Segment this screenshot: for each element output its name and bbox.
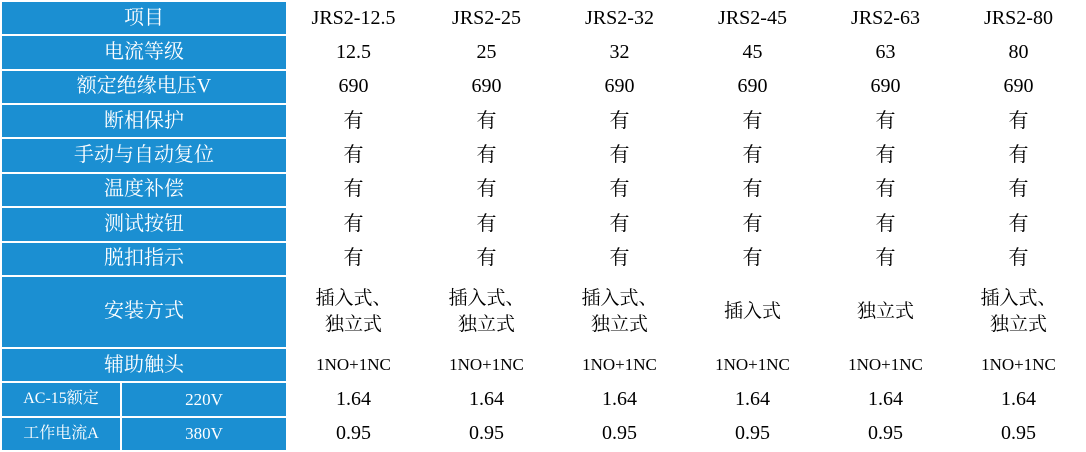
cell: 有 [287, 173, 420, 207]
cell: 插入式 [686, 276, 819, 348]
cell: 有 [420, 104, 553, 138]
table-row [1, 104, 1085, 138]
cell: 有 [819, 173, 952, 207]
cell: 有 [553, 104, 686, 138]
cell: 1.64 [287, 382, 420, 416]
table-header-row [1, 1, 1085, 35]
cell: 有 [420, 173, 553, 207]
cell: 有 [553, 138, 686, 172]
cell: 有 [420, 207, 553, 241]
cell: 有 [819, 138, 952, 172]
cell: 有 [420, 138, 553, 172]
column-header-model-4: JRS2-45 [686, 1, 819, 35]
cell: 1NO+1NC [553, 348, 686, 382]
cell: 45 [686, 35, 819, 69]
cell: 1.64 [553, 382, 686, 416]
cell: 有 [287, 104, 420, 138]
cell: 有 [686, 173, 819, 207]
column-header-model-1: JRS2-12.5 [287, 1, 420, 35]
cell: 有 [553, 207, 686, 241]
sub-label-380v: 380V [121, 417, 287, 451]
row-label: 额定绝缘电压V [1, 70, 287, 104]
cell: 80 [952, 35, 1085, 69]
cell: 690 [952, 70, 1085, 104]
column-header-model-5: JRS2-63 [819, 1, 952, 35]
cell: 25 [420, 35, 553, 69]
cell: 有 [952, 207, 1085, 241]
cell: 有 [952, 242, 1085, 276]
group-label-line1: AC-15额定 [1, 382, 121, 416]
table-row-ac15-380v [1, 417, 1085, 451]
column-header-model-3: JRS2-32 [553, 1, 686, 35]
row-label: 断相保护 [1, 104, 287, 138]
row-label: 安装方式 [1, 276, 287, 348]
cell: 690 [287, 70, 420, 104]
row-label: 辅助触头 [1, 348, 287, 382]
cell: 63 [819, 35, 952, 69]
row-label: 测试按钮 [1, 207, 287, 241]
table-row-ac15-220v [1, 382, 1085, 416]
table-row [1, 348, 1085, 382]
table-row [1, 138, 1085, 172]
cell: 插入式、 独立式 [287, 276, 420, 348]
cell: 1NO+1NC [420, 348, 553, 382]
row-label: 温度补偿 [1, 173, 287, 207]
cell: 有 [686, 104, 819, 138]
table-row [1, 70, 1085, 104]
table-row [1, 242, 1085, 276]
cell: 0.95 [420, 417, 553, 451]
table-row [1, 207, 1085, 241]
cell: 有 [952, 173, 1085, 207]
row-label: 电流等级 [1, 35, 287, 69]
cell: 690 [553, 70, 686, 104]
column-header-item: 项目 [1, 1, 287, 35]
sub-label-220v: 220V [121, 382, 287, 416]
cell: 1.64 [686, 382, 819, 416]
cell: 690 [686, 70, 819, 104]
cell: 0.95 [686, 417, 819, 451]
column-header-model-2: JRS2-25 [420, 1, 553, 35]
cell: 0.95 [553, 417, 686, 451]
cell: 有 [420, 242, 553, 276]
cell: 12.5 [287, 35, 420, 69]
cell: 1.64 [952, 382, 1085, 416]
cell: 有 [819, 104, 952, 138]
cell: 有 [287, 138, 420, 172]
cell: 插入式、 独立式 [553, 276, 686, 348]
cell: 1NO+1NC [952, 348, 1085, 382]
cell: 有 [686, 138, 819, 172]
cell: 有 [287, 242, 420, 276]
cell: 690 [420, 70, 553, 104]
cell: 有 [819, 207, 952, 241]
cell: 1NO+1NC [287, 348, 420, 382]
cell: 1NO+1NC [686, 348, 819, 382]
table-row [1, 35, 1085, 69]
cell: 1.64 [819, 382, 952, 416]
cell: 有 [819, 242, 952, 276]
cell: 独立式 [819, 276, 952, 348]
cell: 0.95 [952, 417, 1085, 451]
cell: 1.64 [420, 382, 553, 416]
cell: 有 [553, 173, 686, 207]
cell: 有 [686, 207, 819, 241]
cell: 0.95 [819, 417, 952, 451]
cell: 有 [287, 207, 420, 241]
table-row [1, 173, 1085, 207]
row-label: 手动与自动复位 [1, 138, 287, 172]
cell: 有 [952, 138, 1085, 172]
cell: 690 [819, 70, 952, 104]
column-header-model-6: JRS2-80 [952, 1, 1085, 35]
row-label: 脱扣指示 [1, 242, 287, 276]
table-row-mounting [1, 276, 1085, 348]
cell: 有 [952, 104, 1085, 138]
cell: 有 [686, 242, 819, 276]
cell: 插入式、 独立式 [952, 276, 1085, 348]
cell: 0.95 [287, 417, 420, 451]
group-label-line2: 工作电流A [1, 417, 121, 451]
cell: 1NO+1NC [819, 348, 952, 382]
cell: 有 [553, 242, 686, 276]
cell: 32 [553, 35, 686, 69]
cell: 插入式、 独立式 [420, 276, 553, 348]
